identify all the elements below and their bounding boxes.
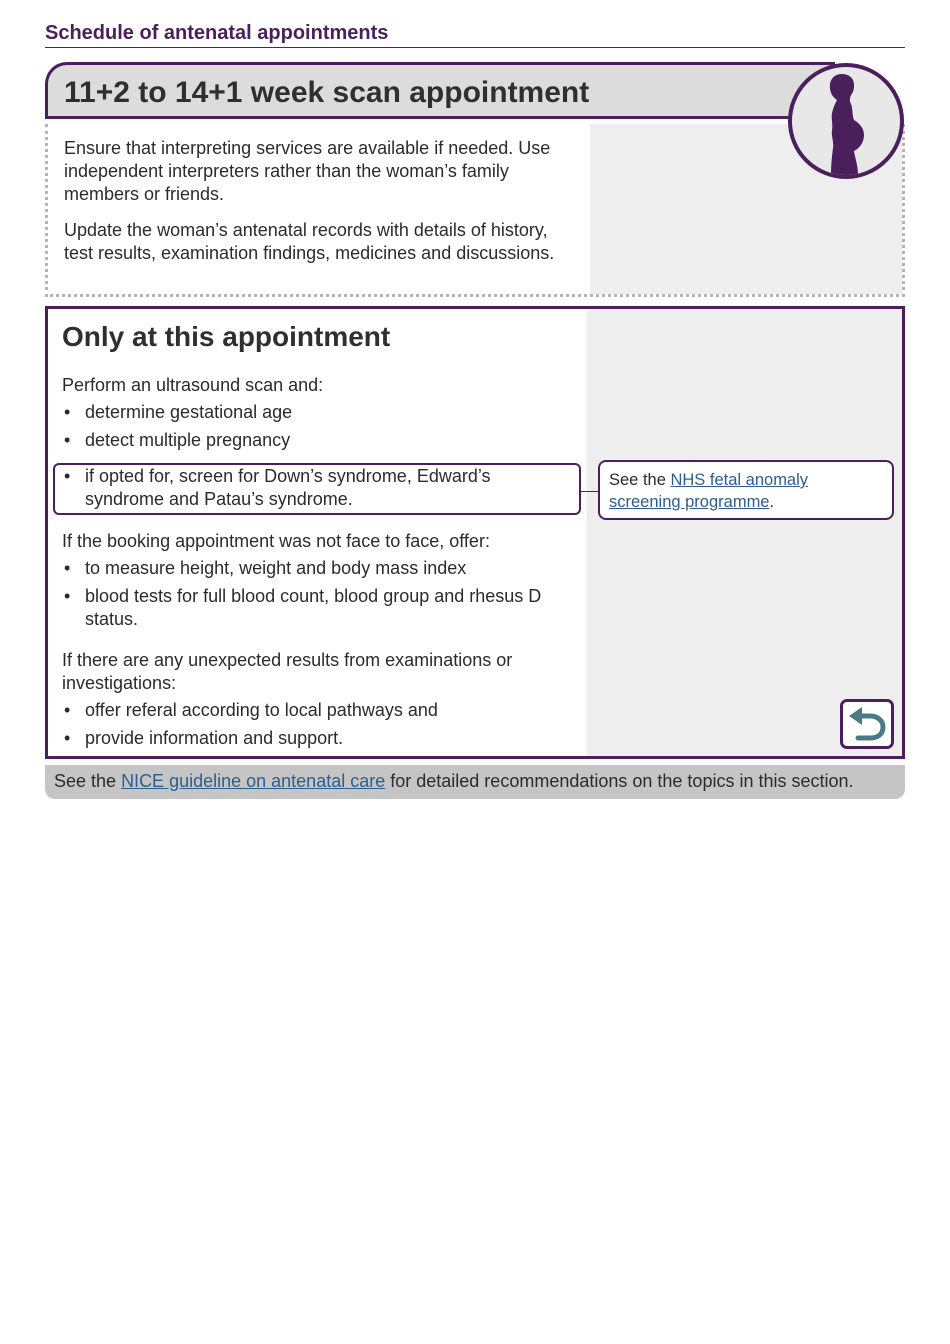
bullet-marker: • [64, 700, 71, 720]
appointment-title-tab [45, 62, 835, 119]
nice-guideline-link[interactable]: NICE guideline on antenatal care [121, 771, 386, 791]
page-header [45, 20, 905, 48]
pregnant-woman-silhouette-icon [788, 63, 904, 179]
list-item: if opted for, screen for Down’s syndrome, Edward’s syndrome and Patau’s syndrome. [85, 466, 491, 509]
update-records-text: Update the woman’s antenatal records with details of history, test results, examination findings, medicines and discussions. [64, 220, 555, 263]
main-side-panel [587, 309, 902, 756]
footer-note [45, 765, 905, 799]
footer-text [54, 770, 854, 793]
list-item: detect multiple pregnancy [85, 430, 291, 450]
list-item: offer referal according to local pathways and [85, 700, 438, 720]
back-button[interactable] [840, 699, 894, 749]
only-this-appointment-box [45, 306, 905, 759]
side-note-prefix: See the [609, 471, 671, 489]
page-header-title: Schedule of antenatal appointments [45, 22, 389, 44]
list-item: determine gestational age [85, 402, 293, 422]
footer-prefix: See the [54, 771, 122, 791]
list-item: provide information and support. [85, 728, 344, 748]
side-note-box [598, 460, 894, 520]
footer-suffix: for detailed recommendations on the topics in this section. [385, 771, 854, 791]
unexpected-intro-text: If there are any unexpected results from examinations or investigations: [62, 650, 513, 693]
connector-line [581, 491, 599, 492]
interpreting-services-text: Ensure that interpreting services are available if needed. Use independent interpreters rather than the woman’s family members or friends. [64, 138, 551, 204]
side-note-text [609, 469, 879, 513]
bullet-marker: • [64, 402, 71, 422]
scan-intro-text: Perform an ultrasound scan and: [62, 375, 324, 395]
section-heading: Only at this appointment [62, 321, 391, 352]
list-item: to measure height, weight and body mass index [85, 558, 467, 578]
general-info-box [45, 124, 905, 297]
booking-intro-text: If the booking appointment was not face to face, offer: [62, 531, 490, 551]
back-arrow-icon [846, 704, 888, 744]
list-item: blood tests for full blood count, blood group and rhesus D status. [85, 586, 542, 629]
bullet-marker: • [64, 586, 71, 606]
appointment-title: 11+2 to 14+1 week scan appointment [64, 76, 590, 109]
bullet-marker: • [64, 430, 71, 450]
bullet-marker: • [64, 466, 71, 486]
side-note-suffix: . [769, 493, 775, 511]
nhs-fetal-anomaly-link[interactable]: NHS fetal anomaly screening programme [609, 471, 809, 511]
bullet-marker: • [64, 728, 71, 748]
bullet-marker: • [64, 558, 71, 578]
